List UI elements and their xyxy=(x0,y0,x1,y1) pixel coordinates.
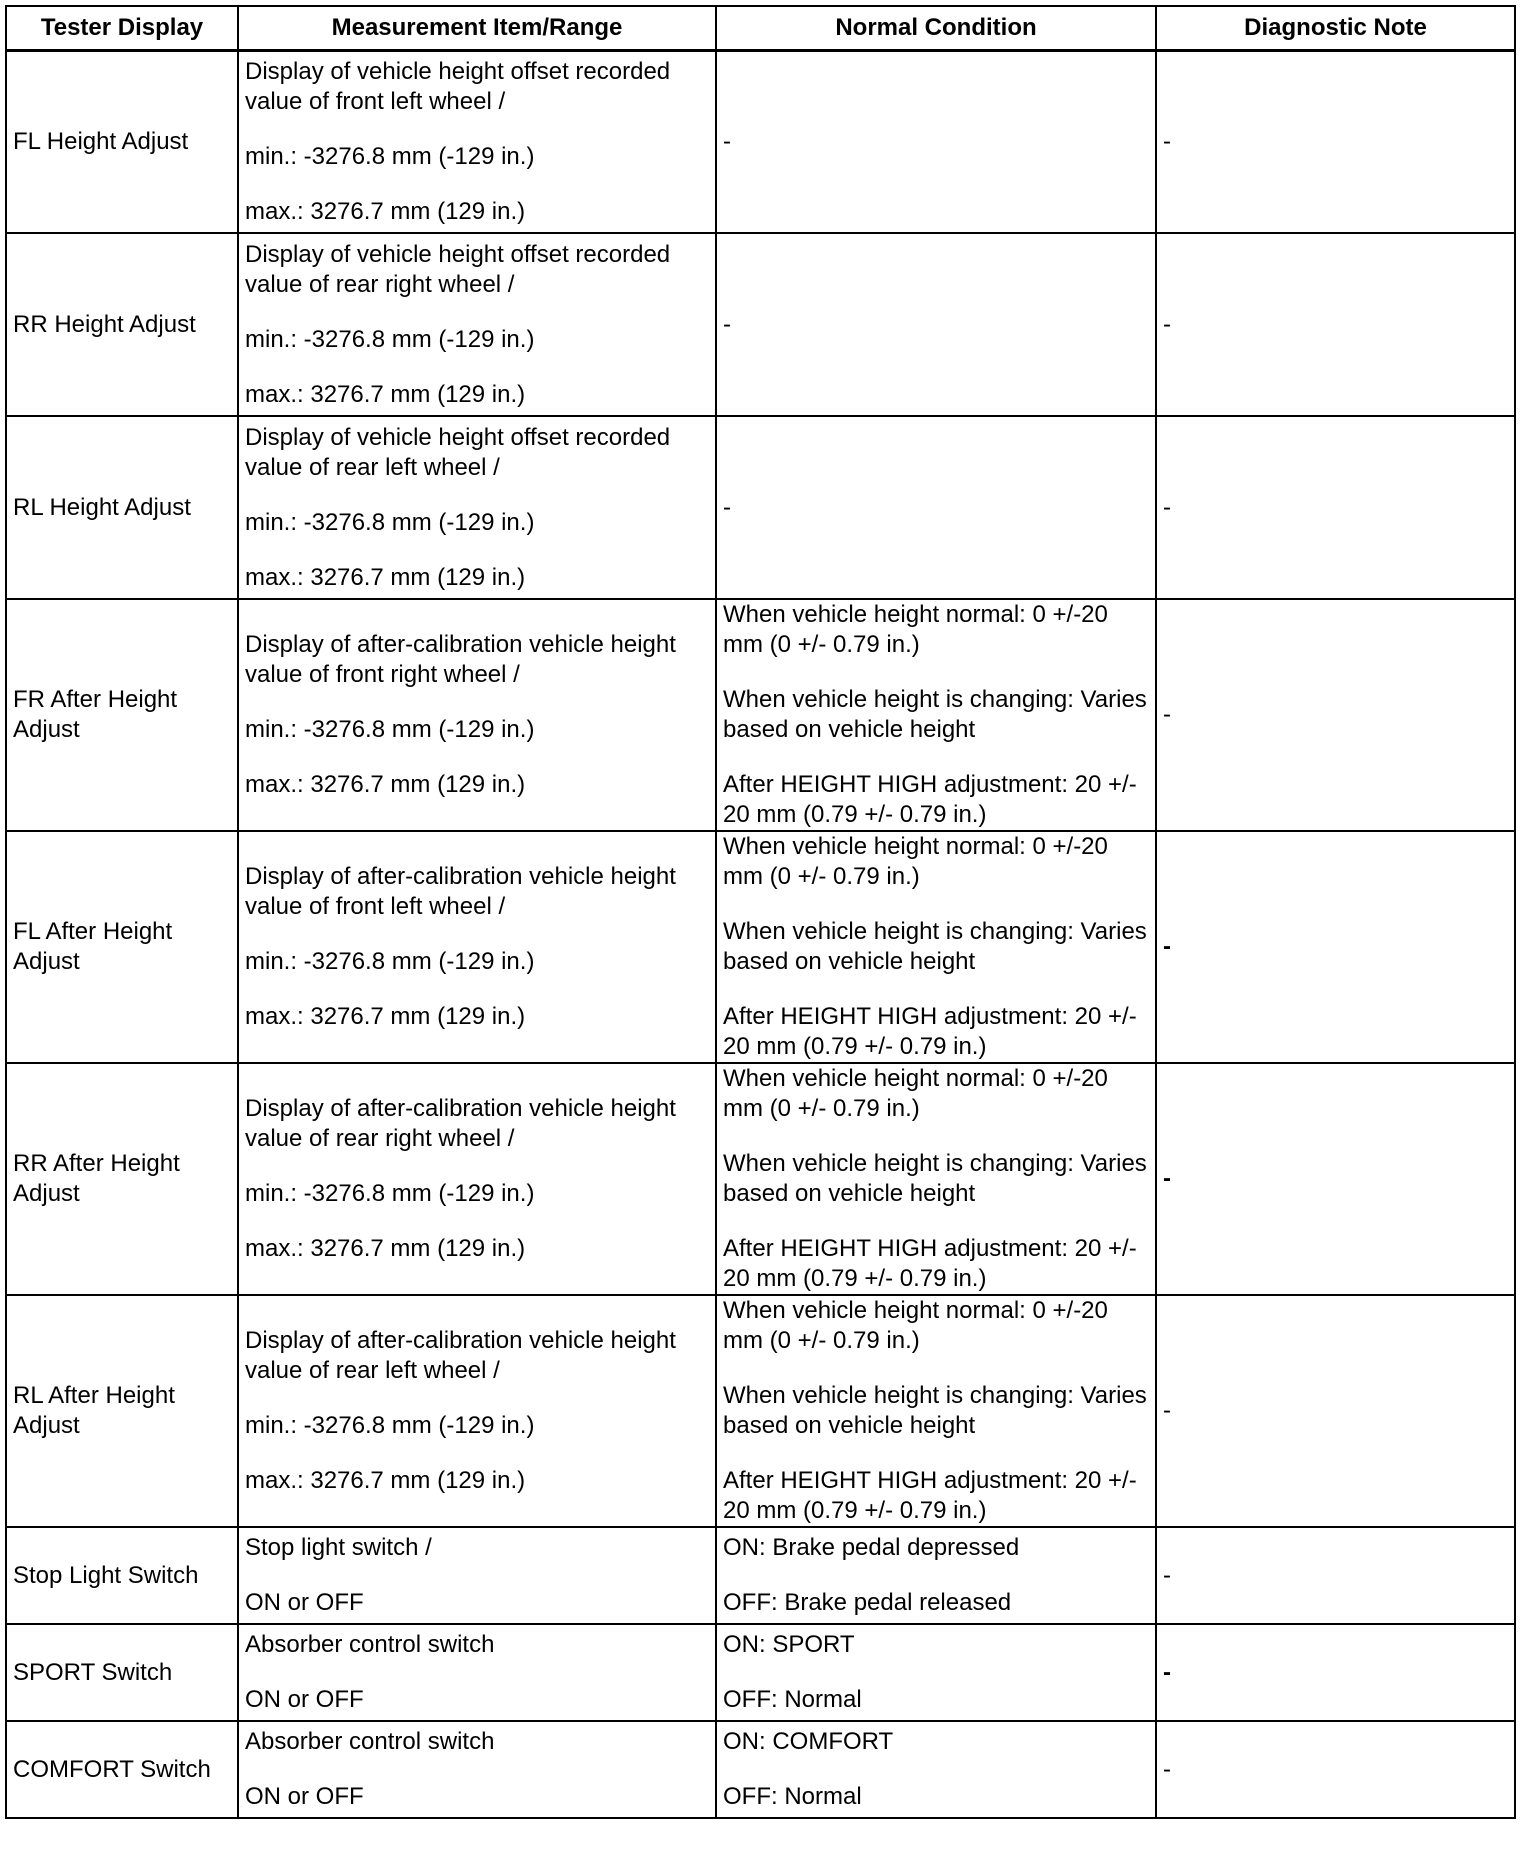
tester-display-cell: RR Height Adjust xyxy=(6,233,238,416)
normal-condition-cell xyxy=(716,1624,1156,1721)
measurement-cell xyxy=(238,233,716,416)
tester-display-cell: FL Height Adjust xyxy=(6,50,238,233)
measurement-line: ON or OFF xyxy=(245,1589,364,1616)
measurement-line: min.: -3276.8 mm (-129 in.) xyxy=(245,716,535,743)
measurement-line: Display of vehicle height offset recorded value of rear right wheel / xyxy=(245,240,671,298)
normal-condition-line: ON: SPORT xyxy=(723,1631,855,1658)
measurement-line: min.: -3276.8 mm (-129 in.) xyxy=(245,142,535,170)
measurement-line: Absorber control switch xyxy=(245,1631,495,1658)
normal-condition-line: When vehicle height normal: 0 +/-20 mm (0 +/- 0.79 in.) xyxy=(723,1297,1108,1354)
measurement-line: max.: 3276.7 mm (129 in.) xyxy=(245,197,526,225)
measurement-line: min.: -3276.8 mm (-129 in.) xyxy=(245,325,535,353)
measurement-line: min.: -3276.8 mm (-129 in.) xyxy=(245,508,535,536)
normal-condition-cell xyxy=(716,1721,1156,1818)
normal-condition-line: ON: Brake pedal depressed xyxy=(723,1534,1020,1561)
table-row xyxy=(6,1527,1515,1624)
measurement-cell xyxy=(238,831,716,1063)
tester-display-cell: RL After Height Adjust xyxy=(6,1295,238,1527)
normal-condition-cell xyxy=(716,599,1156,831)
table-row xyxy=(6,1624,1515,1721)
normal-condition-cell xyxy=(716,1063,1156,1295)
measurement-line: Display of after-calibration vehicle height value of front right wheel / xyxy=(245,631,676,688)
normal-condition-line: OFF: Normal xyxy=(723,1783,862,1810)
table-row xyxy=(6,1295,1515,1527)
measurement-cell xyxy=(238,1295,716,1527)
normal-condition-line: When vehicle height is changing: Varies based on vehicle height xyxy=(723,686,1147,743)
normal-condition-cell xyxy=(716,416,1156,599)
normal-condition-line: When vehicle height is changing: Varies based on vehicle height xyxy=(723,1150,1147,1207)
diagnostic-note-cell: - xyxy=(1156,831,1515,1063)
tester-display-cell: FR After Height Adjust xyxy=(6,599,238,831)
header-normal-condition: Normal Condition xyxy=(716,6,1156,50)
normal-condition-line: After HEIGHT HIGH adjustment: 20 +/- 20 mm (0.79 +/- 0.79 in.) xyxy=(723,1003,1137,1060)
diagnostic-note-cell: - xyxy=(1156,416,1515,599)
normal-condition-line: After HEIGHT HIGH adjustment: 20 +/- 20 mm (0.79 +/- 0.79 in.) xyxy=(723,1235,1137,1292)
normal-condition-cell xyxy=(716,233,1156,416)
table-row xyxy=(6,1721,1515,1818)
normal-condition-line: When vehicle height is changing: Varies based on vehicle height xyxy=(723,1382,1147,1439)
measurement-line: max.: 3276.7 mm (129 in.) xyxy=(245,771,526,798)
normal-condition-line: After HEIGHT HIGH adjustment: 20 +/- 20 mm (0.79 +/- 0.79 in.) xyxy=(723,771,1137,828)
data-list-table xyxy=(5,5,1516,1819)
measurement-line: Display of after-calibration vehicle height value of rear left wheel / xyxy=(245,1327,676,1384)
table-row xyxy=(6,233,1515,416)
measurement-cell xyxy=(238,599,716,831)
measurement-cell xyxy=(238,50,716,233)
normal-condition-line: - xyxy=(723,310,731,338)
measurement-line: Display of vehicle height offset recorded value of rear left wheel / xyxy=(245,423,671,481)
tester-display-cell: COMFORT Switch xyxy=(6,1721,238,1818)
normal-condition-line: - xyxy=(723,127,731,155)
measurement-line: Display of after-calibration vehicle height value of front left wheel / xyxy=(245,863,676,920)
diagnostic-table-container xyxy=(5,5,1514,1819)
measurement-cell xyxy=(238,1721,716,1818)
measurement-line: ON or OFF xyxy=(245,1686,364,1713)
normal-condition-cell xyxy=(716,1527,1156,1624)
measurement-cell xyxy=(238,1527,716,1624)
measurement-line: ON or OFF xyxy=(245,1783,364,1810)
header-measurement-item: Measurement Item/Range xyxy=(238,6,716,50)
normal-condition-line: When vehicle height normal: 0 +/-20 mm (0 +/- 0.79 in.) xyxy=(723,601,1108,658)
tester-display-cell: Stop Light Switch xyxy=(6,1527,238,1624)
normal-condition-cell xyxy=(716,50,1156,233)
table-row xyxy=(6,599,1515,831)
normal-condition-line: - xyxy=(723,493,731,521)
header-diagnostic-note: Diagnostic Note xyxy=(1156,6,1515,50)
measurement-line: min.: -3276.8 mm (-129 in.) xyxy=(245,1180,535,1207)
normal-condition-cell xyxy=(716,1295,1156,1527)
diagnostic-note-cell: - xyxy=(1156,1063,1515,1295)
measurement-cell xyxy=(238,1063,716,1295)
diagnostic-note-cell: - xyxy=(1156,1295,1515,1527)
tester-display-cell: RR After Height Adjust xyxy=(6,1063,238,1295)
table-row xyxy=(6,50,1515,233)
table-row xyxy=(6,831,1515,1063)
diagnostic-note-cell: - xyxy=(1156,233,1515,416)
measurement-cell xyxy=(238,1624,716,1721)
measurement-line: max.: 3276.7 mm (129 in.) xyxy=(245,1235,526,1262)
table-row xyxy=(6,416,1515,599)
normal-condition-line: When vehicle height normal: 0 +/-20 mm (0 +/- 0.79 in.) xyxy=(723,1065,1108,1122)
measurement-line: max.: 3276.7 mm (129 in.) xyxy=(245,563,526,591)
measurement-line: max.: 3276.7 mm (129 in.) xyxy=(245,1467,526,1494)
diagnostic-note-cell: - xyxy=(1156,1527,1515,1624)
measurement-line: min.: -3276.8 mm (-129 in.) xyxy=(245,1412,535,1439)
normal-condition-line: When vehicle height is changing: Varies based on vehicle height xyxy=(723,918,1147,975)
diagnostic-note-cell: - xyxy=(1156,599,1515,831)
normal-condition-line: After HEIGHT HIGH adjustment: 20 +/- 20 mm (0.79 +/- 0.79 in.) xyxy=(723,1467,1137,1524)
normal-condition-cell xyxy=(716,831,1156,1063)
measurement-line: max.: 3276.7 mm (129 in.) xyxy=(245,1003,526,1030)
diagnostic-note-cell: - xyxy=(1156,1624,1515,1721)
measurement-cell xyxy=(238,416,716,599)
tester-display-cell: RL Height Adjust xyxy=(6,416,238,599)
diagnostic-note-cell: - xyxy=(1156,50,1515,233)
header-row xyxy=(6,6,1515,50)
normal-condition-line: ON: COMFORT xyxy=(723,1728,894,1755)
measurement-line: min.: -3276.8 mm (-129 in.) xyxy=(245,948,535,975)
tester-display-cell: SPORT Switch xyxy=(6,1624,238,1721)
normal-condition-line: When vehicle height normal: 0 +/-20 mm (0 +/- 0.79 in.) xyxy=(723,833,1108,890)
measurement-line: Display of vehicle height offset recorded value of front left wheel / xyxy=(245,57,671,115)
diagnostic-note-cell: - xyxy=(1156,1721,1515,1818)
table-row xyxy=(6,1063,1515,1295)
header-tester-display: Tester Display xyxy=(6,6,238,50)
measurement-line: max.: 3276.7 mm (129 in.) xyxy=(245,380,526,408)
measurement-line: Absorber control switch xyxy=(245,1728,495,1755)
tester-display-cell: FL After Height Adjust xyxy=(6,831,238,1063)
normal-condition-line: OFF: Normal xyxy=(723,1686,862,1713)
measurement-line: Display of after-calibration vehicle height value of rear right wheel / xyxy=(245,1095,676,1152)
measurement-line: Stop light switch / xyxy=(245,1534,432,1561)
normal-condition-line: OFF: Brake pedal released xyxy=(723,1589,1012,1616)
